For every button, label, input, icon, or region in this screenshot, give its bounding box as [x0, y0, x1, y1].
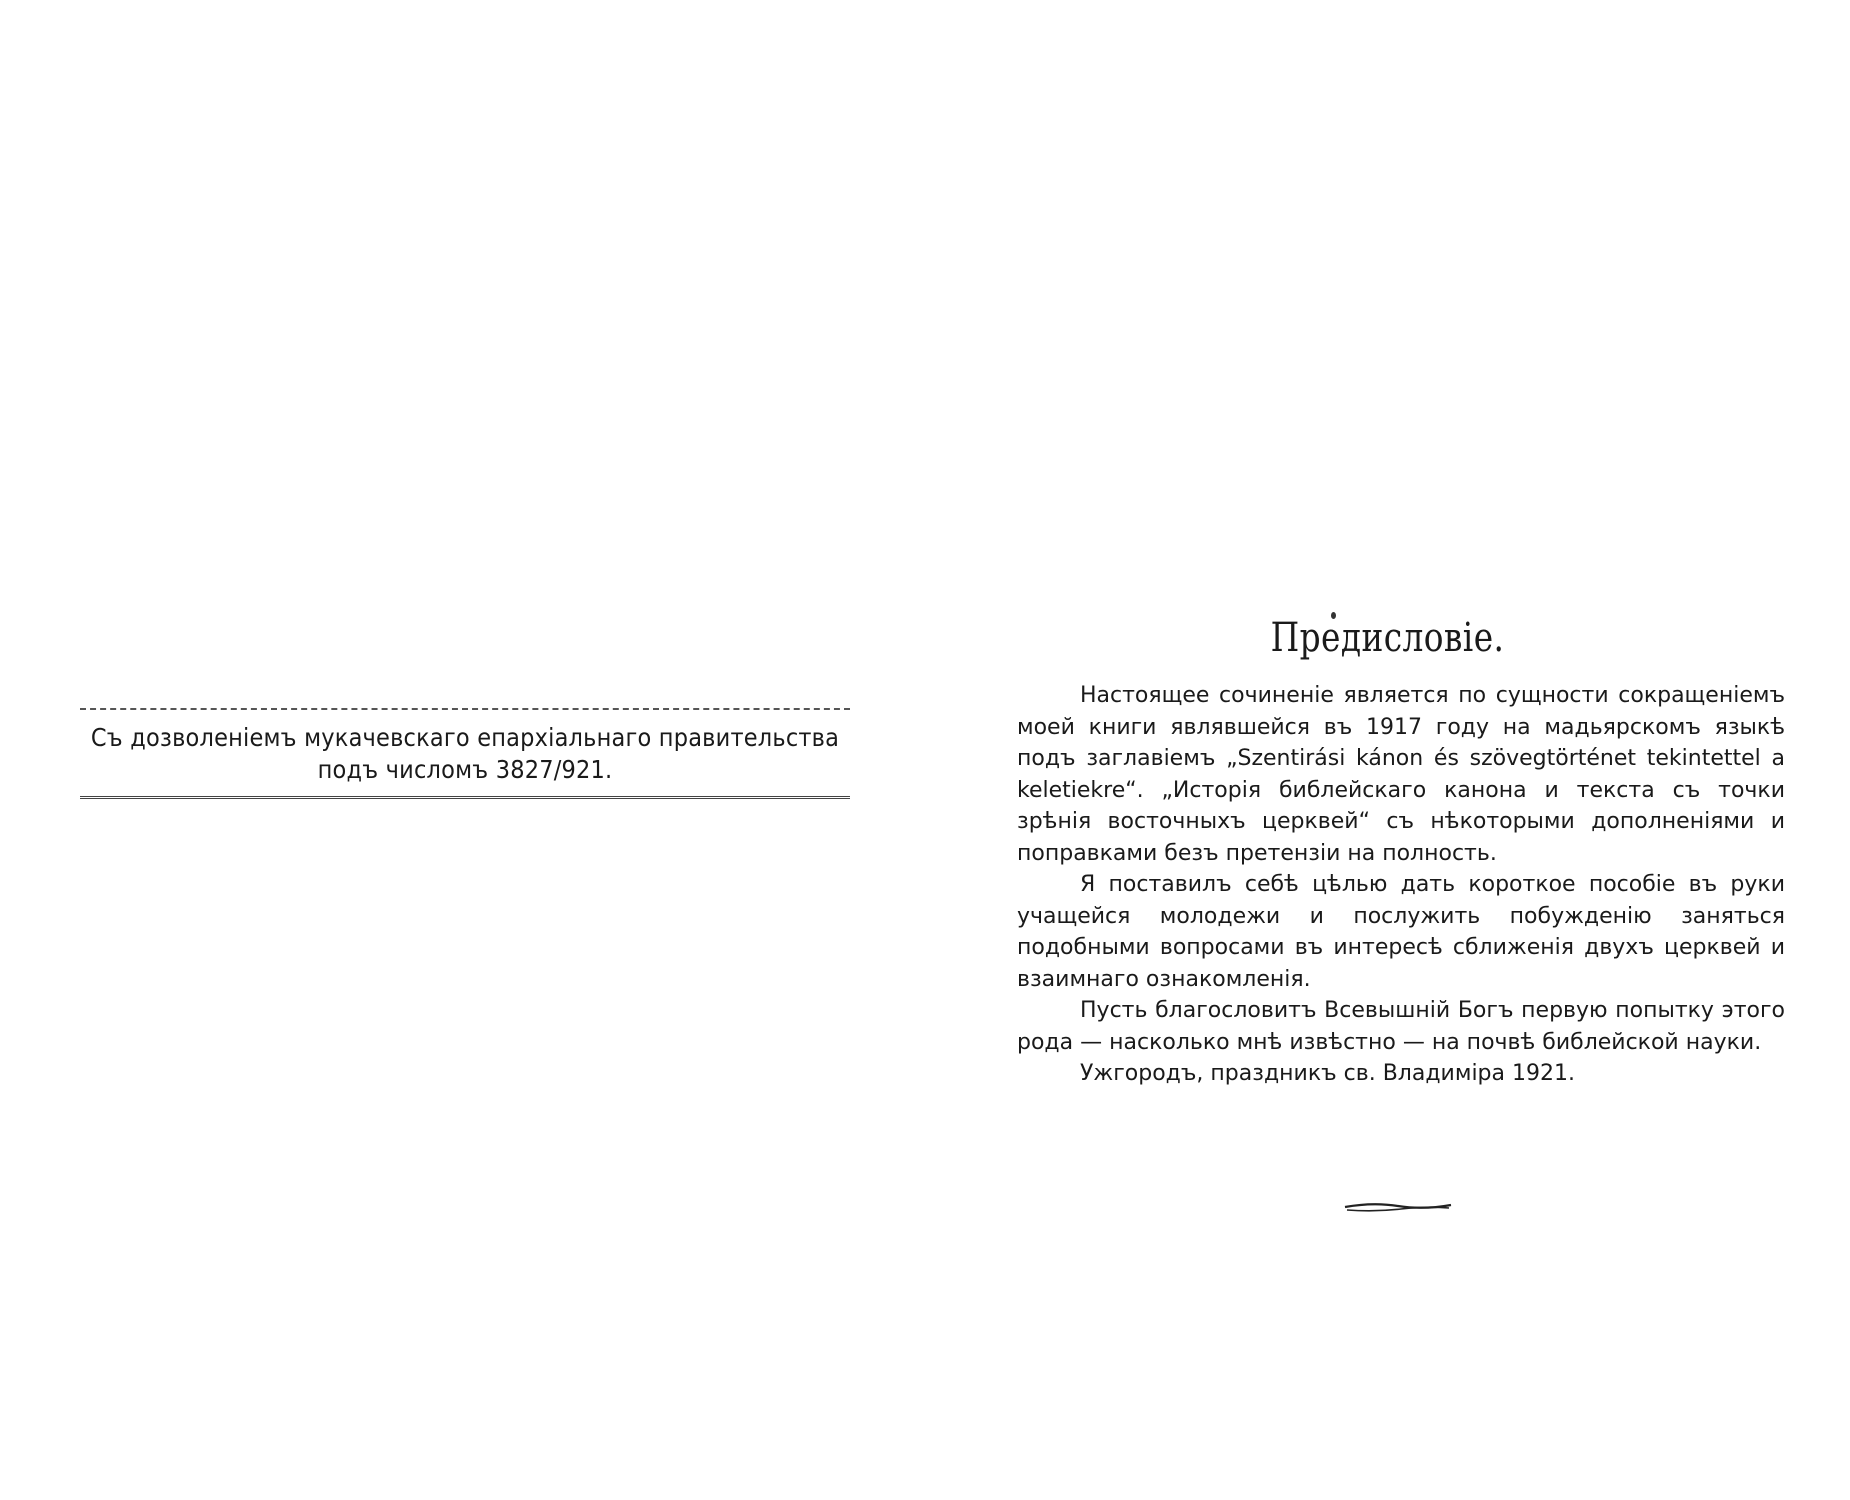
paragraph-3: Пусть благословитъ Всевышній Богъ первую попытку этого рода — насколько мнѣ извѣстно — на почвѣ библейской науки. — [1017, 998, 1785, 1055]
imprimatur-text — [80, 710, 850, 796]
imprimatur-line-1: Съ дозволеніемъ мукачевскаго епархіальнаго правительства — [90, 723, 840, 752]
page-title: Предисловіе. — [1270, 615, 1505, 661]
right-page — [925, 0, 1850, 1500]
imprimatur-block — [80, 708, 850, 799]
signature-line: Ужгородъ, праздникъ св. Владиміра 1921. — [1080, 1061, 1575, 1086]
paragraph-1: Настоящее сочиненіе является по сущности сокращеніемъ моей книги являвшейся въ 1917 году на мадьярскомъ языкѣ подъ заглавіемъ „Szentirási kánon és szövegtörténet tekintettel a keletiekre“. „Исторія библейскаго канона и текста съ точки зрѣнія восточныхъ церквей“ съ нѣкоторыми дополненіями и поправками безъ претензіи на полность. — [1017, 683, 1785, 866]
imprimatur-line-2: подъ числомъ 3827/921. — [317, 755, 613, 784]
bottom-rule — [80, 796, 850, 799]
preface-text — [1017, 680, 1785, 1090]
closing-ornament — [1343, 1200, 1453, 1214]
paragraph-2: Я поставилъ себѣ цѣлью дать короткое пособіе въ руки учащейся молодежи и послужить побужденію заняться подобными вопросами въ интересѣ сближенія двухъ церквей и взаимнаго ознакомленія. — [1017, 872, 1785, 992]
